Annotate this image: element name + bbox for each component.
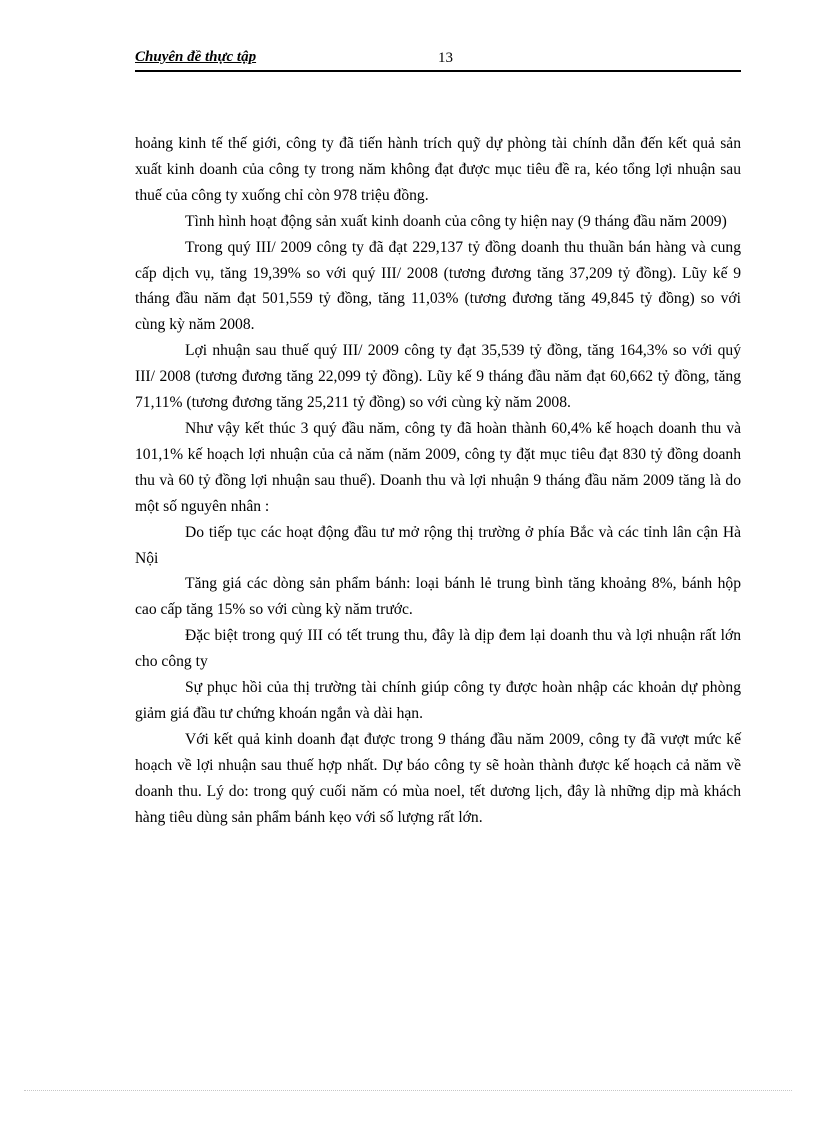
- paragraph-status-heading: Tình hình hoạt động sản xuất kinh doanh của công ty hiện nay (9 tháng đầu năm 2009): [185, 212, 727, 230]
- paragraph-reason-market: Do tiếp tục các hoạt động đầu tư mở rộng thị trường ở phía Bắc và các tỉnh lân cận Hà Nội: [135, 523, 741, 567]
- paragraph-profit-q3: Lợi nhuận sau thuế quý III/ 2009 công ty đạt 35,539 tỷ đồng, tăng 164,3% so với quý III/ 2008 (tương đương tăng 22,099 tỷ đồng). Lũy kế 9 tháng đầu năm đạt 60,662 tỷ đồng, tăng 71,11% (tương đương tăng 25,211 tỷ đồng) so với cùng kỳ năm 2008.: [135, 342, 741, 412]
- paragraph-reason-mid-autumn: Đặc biệt trong quý III có tết trung thu, đây là dịp đem lại doanh thu và lợi nhuận rất lớn cho công ty: [135, 627, 741, 671]
- paragraph-plan-completion: Như vậy kết thúc 3 quý đầu năm, công ty đã hoàn thành 60,4% kế hoạch doanh thu và 101,1% kế hoạch lợi nhuận của cả năm (năm 2009, công ty đặt mục tiêu đạt 830 tỷ đồng doanh thu và 60 tỷ đồng lợi nhuận sau thuế). Doanh thu và lợi nhuận 9 tháng đầu năm 2009 tăng là do một số nguyên nhân :: [135, 419, 741, 515]
- page-bottom-border: [24, 1090, 792, 1091]
- paragraph-reason-price: Tăng giá các dòng sản phẩm bánh: loại bánh lẻ trung bình tăng khoảng 8%, bánh hộp cao cấp tăng 15% so với cùng kỳ năm trước.: [135, 575, 741, 619]
- header-title: Chuyên đề thực tập: [135, 49, 257, 65]
- paragraph-continuation: hoảng kinh tế thế giới, công ty đã tiến hành trích quỹ dự phòng tài chính dẫn đến kết quả sản xuất kinh doanh của công ty trong năm không đạt được mục tiêu đề ra, kéo tổng lợi nhuận sau thuế của công ty xuống chỉ còn 978 triệu đồng.: [135, 135, 741, 204]
- page-number: 13: [438, 50, 453, 66]
- page-header: [135, 48, 741, 72]
- paragraph-forecast: Với kết quả kinh doanh đạt được trong 9 tháng đầu năm 2009, công ty đã vượt mức kế hoạch về lợi nhuận sau thuế hợp nhất. Dự báo công ty sẽ hoàn thành được kế hoạch cả năm về doanh thu. Lý do: trong quý cuối năm có mùa noel, tết dương lịch, đây là những dịp mà khách hàng tiêu dùng sản phẩm bánh kẹo với số lượng rất lớn.: [135, 730, 741, 826]
- body-text: [135, 131, 741, 830]
- paragraph-revenue-q3: Trong quý III/ 2009 công ty đã đạt 229,137 tỷ đồng doanh thu thuần bán hàng và cung cấp dịch vụ, tăng 19,39% so với quý III/ 2008 (tương đương tăng 37,209 tỷ đồng). Lũy kế 9 tháng đầu năm đạt 501,559 tỷ đồng, tăng 11,03% (tương đương tăng 49,845 tỷ đồng) so với cùng kỳ năm 2008.: [135, 238, 741, 334]
- paragraph-reason-finance: Sự phục hồi của thị trường tài chính giúp công ty được hoàn nhập các khoản dự phòng giảm giá đầu tư chứng khoán ngắn và dài hạn.: [135, 679, 741, 722]
